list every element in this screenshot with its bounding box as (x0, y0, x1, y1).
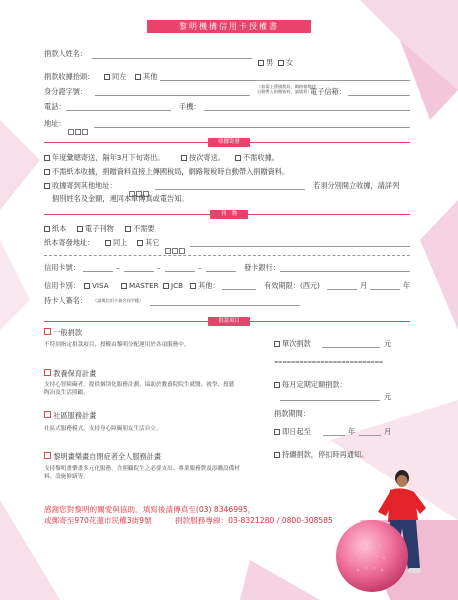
receipt-section-title: 收據寄發 (208, 138, 250, 147)
cardholder-signature-note: （請與信用卡簽名同字樣） (93, 298, 144, 303)
period-until-option[interactable]: 即日起至 (274, 427, 311, 437)
receipt-separate-note-2: 個別姓名及金額，連同本單傳真或電告知。 (52, 194, 189, 203)
id-number-label: 身分證字號： (44, 87, 88, 96)
monthly-donation-checkbox[interactable] (274, 382, 280, 388)
gender-male-checkbox[interactable] (258, 60, 264, 66)
gender-male-option[interactable]: 男 (258, 58, 273, 68)
period-continuous-checkbox[interactable] (274, 452, 280, 458)
donation-item-community[interactable]: 社區服務計畫 (44, 411, 96, 421)
periodical-addr-same-option[interactable]: 同上 (105, 238, 127, 248)
monthly-donation-unit: 元 (384, 392, 392, 401)
gender-female-option[interactable]: 女 (278, 58, 293, 68)
receipt-same-option[interactable]: 同左 (104, 72, 126, 82)
periodical-paper-checkbox[interactable] (44, 226, 50, 232)
periodical-addr-other-checkbox[interactable] (137, 240, 143, 246)
section-divider (44, 255, 410, 256)
card-visa-checkbox[interactable] (84, 283, 90, 289)
card-number-dash-2: – (157, 263, 161, 272)
donation-section-title: 捐款項目 (208, 317, 250, 326)
postal-code-boxes[interactable] (68, 119, 89, 138)
donation-autism-desc: 支持黎明畫樂畫多元化服務，含照顧院生之必要支出、專業服務費及添購設備材料、設施修繕等。 (44, 466, 240, 480)
donor-name-field[interactable] (92, 58, 252, 59)
periodical-addr-same-checkbox[interactable] (105, 240, 111, 246)
receipt-per-donation-option[interactable]: 按次寄送。 (181, 153, 225, 163)
periodical-electronic-option[interactable]: 電子刊物 (77, 224, 114, 234)
separator-line: ========================== (274, 360, 383, 366)
receipt-other-address-checkbox[interactable] (44, 183, 50, 189)
monthly-donation-option[interactable]: 每月定期定額捐款： (274, 380, 347, 390)
card-master-checkbox[interactable] (121, 283, 127, 289)
period-until-checkbox[interactable] (274, 429, 280, 435)
card-number-group-3[interactable] (165, 271, 195, 272)
period-until-year-field[interactable] (323, 435, 345, 436)
donor-name-label: 捐款人姓名： (44, 49, 88, 58)
phone-field[interactable] (66, 110, 171, 111)
card-number-label: 信用卡號： (44, 263, 80, 272)
donation-item-autism[interactable]: 黎明畫樂畫自閉症者全人服務計畫 (44, 452, 161, 462)
receipt-header-field[interactable] (160, 80, 410, 81)
receipt-other-address-option[interactable]: 收據寄到其他地址： (44, 181, 117, 191)
id-number-note: （如需上傳國稅局，網路報稅時自動帶入捐贈資料，請填寫） (257, 84, 316, 94)
period-until-month-unit: 月 (384, 427, 392, 436)
footer-service-hotline: 捐款服務專線：03-8321280 / 0800-308585 (175, 516, 333, 525)
receipt-e-upload-option[interactable]: 不需紙本收據，捐贈資料直接上傳國稅局，網路報稅時自動帶入捐贈資料。 (44, 167, 289, 177)
period-continuous-option[interactable]: 持續捐款，停扣時再通知。 (274, 450, 368, 460)
donation-education-checkbox[interactable] (44, 369, 51, 376)
mobile-label: 手機： (179, 102, 201, 111)
periodical-addr-other-option[interactable]: 其它 (137, 238, 159, 248)
receipt-separate-note: 若須分別開立收據，請詳列 (313, 181, 400, 190)
card-expiry-label: 有效期限：(西元) (264, 281, 320, 290)
receipt-per-donation-checkbox[interactable] (181, 155, 187, 161)
periodical-address-field[interactable] (190, 246, 410, 247)
donation-item-general[interactable]: 一般捐款 (44, 328, 82, 338)
card-expiry-month-unit: 月 (360, 281, 368, 290)
donation-education-desc: 支持心智障礙者，提供個別化服務計劃。協助於教養院院生就醫、就學、授藝陶冶及生活照顧。 (44, 382, 235, 396)
mobile-field[interactable] (204, 110, 410, 111)
single-donation-option[interactable]: 單次捐款 (274, 339, 311, 349)
periodical-paper-option[interactable]: 紙本 (44, 224, 66, 234)
receipt-same-checkbox[interactable] (104, 74, 110, 80)
card-jcb-checkbox[interactable] (163, 283, 169, 289)
donation-community-desc: 社區式服務模式，支持身心障礙朋友生活自立。 (44, 426, 162, 432)
card-number-group-4[interactable] (206, 271, 236, 272)
gender-female-checkbox[interactable] (278, 60, 284, 66)
card-bank-field[interactable] (280, 271, 410, 272)
card-expiry-year-unit: 年 (403, 281, 411, 290)
donation-general-checkbox[interactable] (44, 328, 51, 335)
card-number-dash-1: – (116, 263, 120, 272)
donation-autism-checkbox[interactable] (44, 452, 51, 459)
card-jcb-option[interactable]: JCB (163, 281, 183, 290)
card-category-label: 信用卡別： (44, 281, 80, 290)
card-master-option[interactable]: MASTER (121, 281, 159, 290)
periodical-none-checkbox[interactable] (125, 226, 131, 232)
email-field[interactable] (348, 95, 410, 96)
phone-label: 電話： (44, 102, 66, 111)
card-expiry-year-field[interactable] (370, 289, 400, 290)
form-title: 黎明機構信用卡授權書 (179, 22, 279, 31)
footer-thanks-fax: 感謝您對黎明的關愛與協助。填寫後請傳真至(03) 8346995， (44, 505, 256, 514)
email-label: 電子信箱： (310, 87, 346, 96)
card-visa-option[interactable]: VISA (84, 281, 109, 290)
single-donation-amount-field[interactable] (322, 347, 380, 348)
single-donation-unit: 元 (384, 339, 392, 348)
receipt-header-label: 捐款收據抬頭： (44, 72, 95, 81)
exercise-ball-illustration (330, 468, 440, 596)
cardholder-signature-field[interactable] (150, 305, 300, 306)
card-expiry-month-field[interactable] (327, 289, 357, 290)
address-label: 地址： (44, 119, 66, 128)
card-other-field[interactable] (222, 289, 256, 290)
period-until-year-unit: 年 (348, 427, 356, 436)
donation-item-education[interactable]: 教養保育計畫 (44, 369, 96, 379)
donation-general-desc: 不特別指定捐款項目，授權由黎明分配運用於各項服務中。 (44, 342, 190, 348)
receipt-other-checkbox[interactable] (135, 74, 141, 80)
card-other-checkbox[interactable] (190, 283, 196, 289)
address-field[interactable] (94, 127, 410, 128)
receipt-annual-option[interactable]: 年度彙總寄送，隔年3月下旬寄出。 (44, 153, 164, 163)
card-number-group-2[interactable] (124, 271, 154, 272)
receipt-none-checkbox[interactable] (235, 155, 241, 161)
card-number-group-1[interactable] (83, 271, 113, 272)
cardholder-signature-label: 持卡人簽名： (44, 296, 88, 305)
period-until-month-field[interactable] (359, 435, 381, 436)
periodical-section-title: 刊 物 (210, 210, 248, 219)
receipt-e-upload-checkbox[interactable] (44, 169, 50, 175)
monthly-donation-amount-field[interactable] (280, 400, 380, 401)
receipt-other-address-field[interactable] (155, 189, 305, 190)
receipt-annual-checkbox[interactable] (44, 155, 50, 161)
card-number-dash-3: – (198, 263, 202, 272)
donation-community-checkbox[interactable] (44, 411, 51, 418)
form-title-banner (147, 20, 311, 33)
card-other-option[interactable]: 其他： (190, 281, 220, 291)
periodical-none-option[interactable]: 不需要 (125, 224, 155, 234)
donation-period-label: 捐款期間： (274, 409, 310, 418)
receipt-other-option[interactable]: 其他 (135, 72, 157, 82)
receipt-none-option[interactable]: 不需收據。 (235, 153, 279, 163)
single-donation-checkbox[interactable] (274, 341, 280, 347)
footer-mail-address: 或郵寄至970花蓮市民權3街9號 (44, 516, 152, 525)
periodical-electronic-checkbox[interactable] (77, 226, 83, 232)
id-number-field[interactable] (95, 95, 250, 96)
card-bank-label: 發卡銀行： (244, 263, 280, 272)
periodical-address-label: 紙本寄發地址： (44, 238, 95, 247)
